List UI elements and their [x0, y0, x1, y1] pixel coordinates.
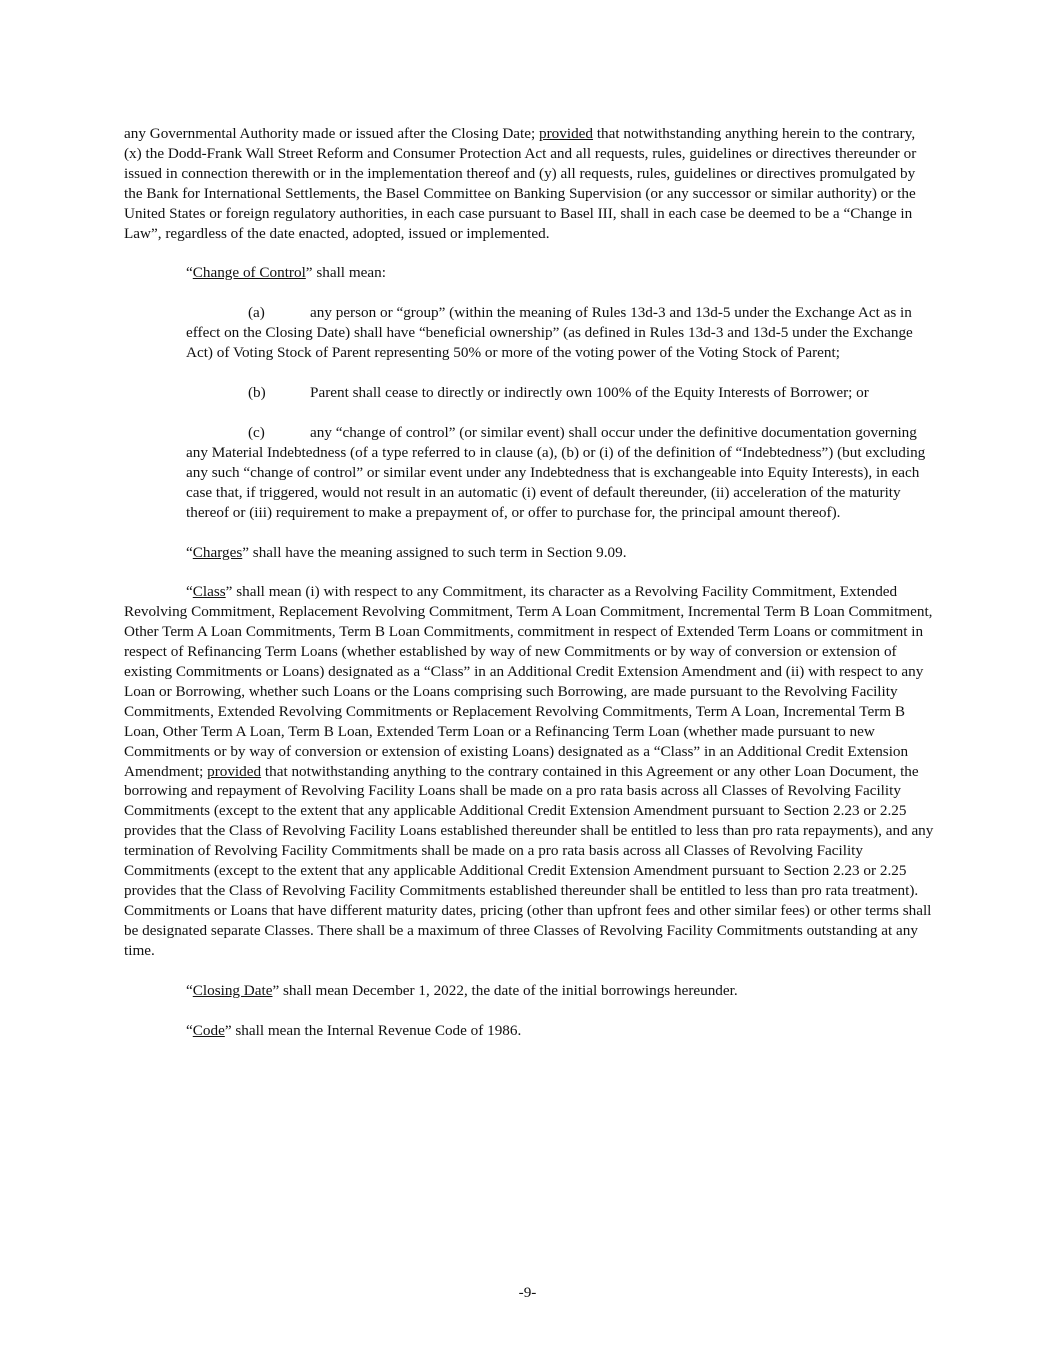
code-definition: “Code” shall mean the Internal Revenue Code of 1986.: [186, 1021, 522, 1039]
defined-term: Closing Date: [192, 981, 273, 999]
provided-term: provided: [207, 762, 262, 780]
clause-a: (a) any person or “group” (within the meaning of Rules 13d-3 and 13d-5 under the Exchange Act as in effect on the Closing Date) shall have “beneficial ownership” (as defined in Rules 13d-3 and 13d-5 under the Exchange Act) of Voting Stock of Parent representing 50% or more of the voting power of the Voting Stock of Parent;: [186, 304, 913, 362]
defined-term: Code: [192, 1021, 225, 1039]
clause-c: (c) any “change of control” (or similar event) shall occur under the definitive documentation governing any Material Indebtedness (of a type referred to in clause (a), (b) or (i) of the definition of “Indebtedness”) (but excluding any such “change of control” or similar event under any Indebtedness that is exchangeable into Equity Interests), in each case that, if triggered, would not result in an automatic (i) event of default thereunder, (ii) acceleration of the maturity thereof or (iii) requirement to make a prepayment of, or offer to purchase for, the principal amount thereof).: [186, 423, 926, 521]
clause-b: (b) Parent shall cease to directly or indirectly own 100% of the Equity Interests of Borrower; or: [248, 384, 869, 402]
clause-label: (c): [248, 423, 265, 441]
defined-term: Charges: [192, 543, 243, 561]
page-number: -9-: [518, 1284, 537, 1301]
provided-term: provided: [539, 125, 594, 142]
document-page: [124, 124, 934, 1040]
clause-label: (a): [248, 304, 265, 322]
change-in-law-continuation: any Governmental Authority made or issued after the Closing Date; provided that notwithstanding anything herein to the contrary, (x) the Dodd-Frank Wall Street Reform and Consumer Protection Act and all requests, rules, guidelines or directives thereunder or issued in connection therewith or in the implementation thereof and (y) all requests, rules, guidelines or directives promulgated by the Bank for International Settlements, the Basel Committee on Banking Supervision (or any successor or similar authority) or the United States or foreign regulatory authorities, in each case pursuant to Basel III, shall in each case be deemed to be a “Change in Law”, regardless of the date enacted, adopted, issued or implemented.: [124, 125, 917, 242]
charges-definition: “Charges” shall have the meaning assigned to such term in Section 9.09.: [186, 543, 627, 561]
clause-label: (b): [248, 384, 266, 402]
defined-term: Change of Control: [192, 264, 306, 282]
class-definition: “Class” shall mean (i) with respect to any Commitment, its character as a Revolving Facility Commitment, Extended Revolving Commitment, Replacement Revolving Commitment, Term A Loan Commitment, Incremental Term B Loan Commitment, Other Term A Loan Commitments, Term B Loan Commitments, commitment in respect of Extended Term Loans or commitment in respect of Refinancing Term Loans (whether established by way of new Commitments or by way of conversion or extension of existing Commitments or Loans) designated as a “Class” in an Additional Credit Extension Amendment and (ii) with respect to any Loan or Borrowing, whether such Loans or the Loans comprising such Borrowing, are made pursuant to the Revolving Facility Commitments, Extended Revolving Commitments or Replacement Revolving Commitments, Term A Loan, Incremental Term B Loan, Other Term A Loan, Term B Loan, Extended Term Loan or a Refinancing Term Loan (whether made pursuant to new Commitments or by way of conversion or extension of existing Loans) designated as a “Class” in an Additional Credit Extension Amendment; provided that notwithstanding anything to the contrary contained in this Agreement or any other Loan Document, the borrowing and repayment of Revolving Facility Loans shall be made on a pro rata basis across all Classes of Revolving Facility Commitments (except to the extent that any applicable Additional Credit Extension Amendment pursuant to Section 2.23 or 2.25 provides that the Class of Revolving Facility Loans established thereunder shall be entitled to less than pro rata repayments), and any termination of Revolving Facility Commitments shall be made on a pro rata basis across all Classes of Revolving Facility Commitments (except to the extent that any applicable Additional Credit Extension Amendment pursuant to Section 2.23 or 2.25 provides that the Class of Revolving Facility Commitments established thereunder shall be entitled to less than pro rata treatment). Commitments or Loans that have different maturity dates, pricing (other than upfront fees and other similar fees) or other terms shall be designated separate Classes. There shall be a maximum of three Classes of Revolving Facility Commitments outstanding at any time.: [124, 583, 934, 959]
change-of-control-definition: “Change of Control” shall mean:: [186, 264, 386, 282]
closing-date-definition: “Closing Date” shall mean December 1, 2022, the date of the initial borrowings hereunder.: [186, 981, 738, 999]
defined-term: Class: [192, 583, 226, 601]
